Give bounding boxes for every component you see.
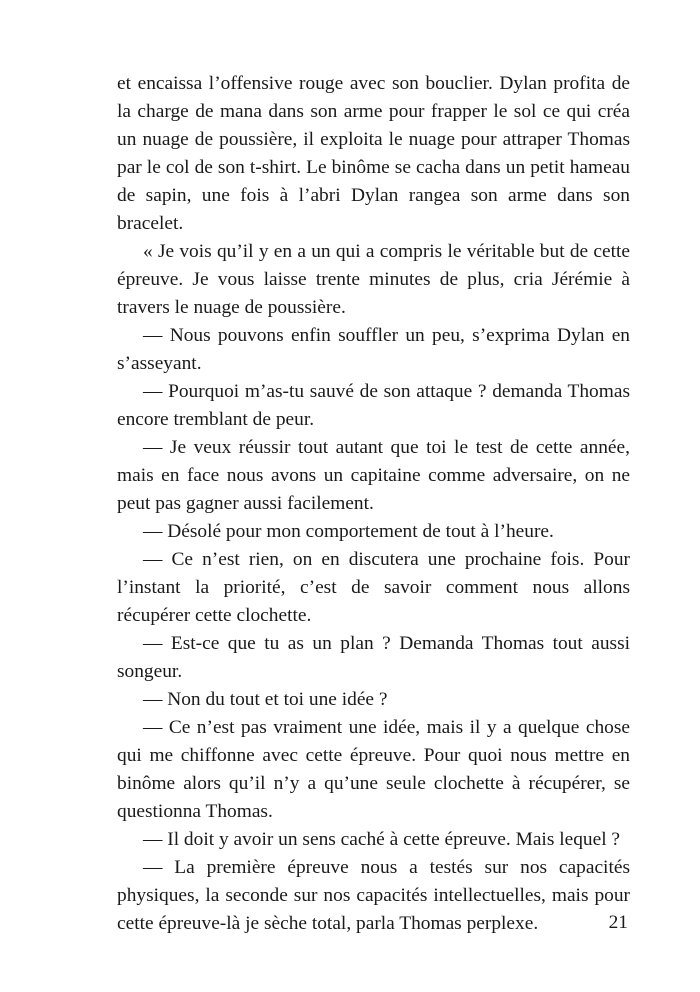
paragraph: — La première épreuve nous a testés sur nos capacités physiques, la seconde sur nos capacités intellectuelles, mais pour cette épreuve-là je sèche total, parla Thomas perplexe. [117, 857, 630, 934]
paragraph: — Ce n’est pas vraiment une idée, mais il y a quelque chose qui me chiffonne avec cette épreuve. Pour quoi nous mettre en binôme alors qu’il n’y a qu’une seule clochette à récupérer, se questionna Thomas. [117, 717, 630, 822]
paragraph: — Ce n’est rien, on en discutera une prochaine fois. Pour l’instant la priorité, c’est de savoir comment nous allons récupérer cette clochette. [117, 549, 630, 626]
paragraph: — Est-ce que tu as un plan ? Demanda Thomas tout aussi songeur. [117, 633, 630, 682]
page-body [117, 70, 630, 938]
paragraph: — Non du tout et toi une idée ? [143, 689, 388, 710]
paragraph: — Nous pouvons enfin souffler un peu, s’exprima Dylan en s’asseyant. [117, 325, 630, 374]
page-number: 21 [608, 912, 628, 933]
paragraph: — Pourquoi m’as-tu sauvé de son attaque ? demanda Thomas encore tremblant de peur. [117, 381, 630, 430]
paragraph: et encaissa l’offensive rouge avec son bouclier. Dylan profita de la charge de mana dans son arme pour frapper le sol ce qui créa un nuage de poussière, il exploita le nuage pour attraper Thomas par le col de son t-shirt. Le binôme se cacha dans un petit hameau de sapin, une fois à l’abri Dylan rangea son arme dans son bracelet. [117, 73, 630, 234]
paragraph: « Je vois qu’il y en a un qui a compris le véritable but de cette épreuve. Je vous laisse trente minutes de plus, cria Jérémie à travers le nuage de poussière. [117, 241, 630, 318]
paragraph: — Je veux réussir tout autant que toi le test de cette année, mais en face nous avons un capitaine comme adversaire, on ne peut pas gagner aussi facilement. [117, 437, 630, 514]
paragraph: — Il doit y avoir un sens caché à cette épreuve. Mais lequel ? [143, 829, 621, 850]
paragraph: — Désolé pour mon comportement de tout à l’heure. [143, 521, 554, 542]
